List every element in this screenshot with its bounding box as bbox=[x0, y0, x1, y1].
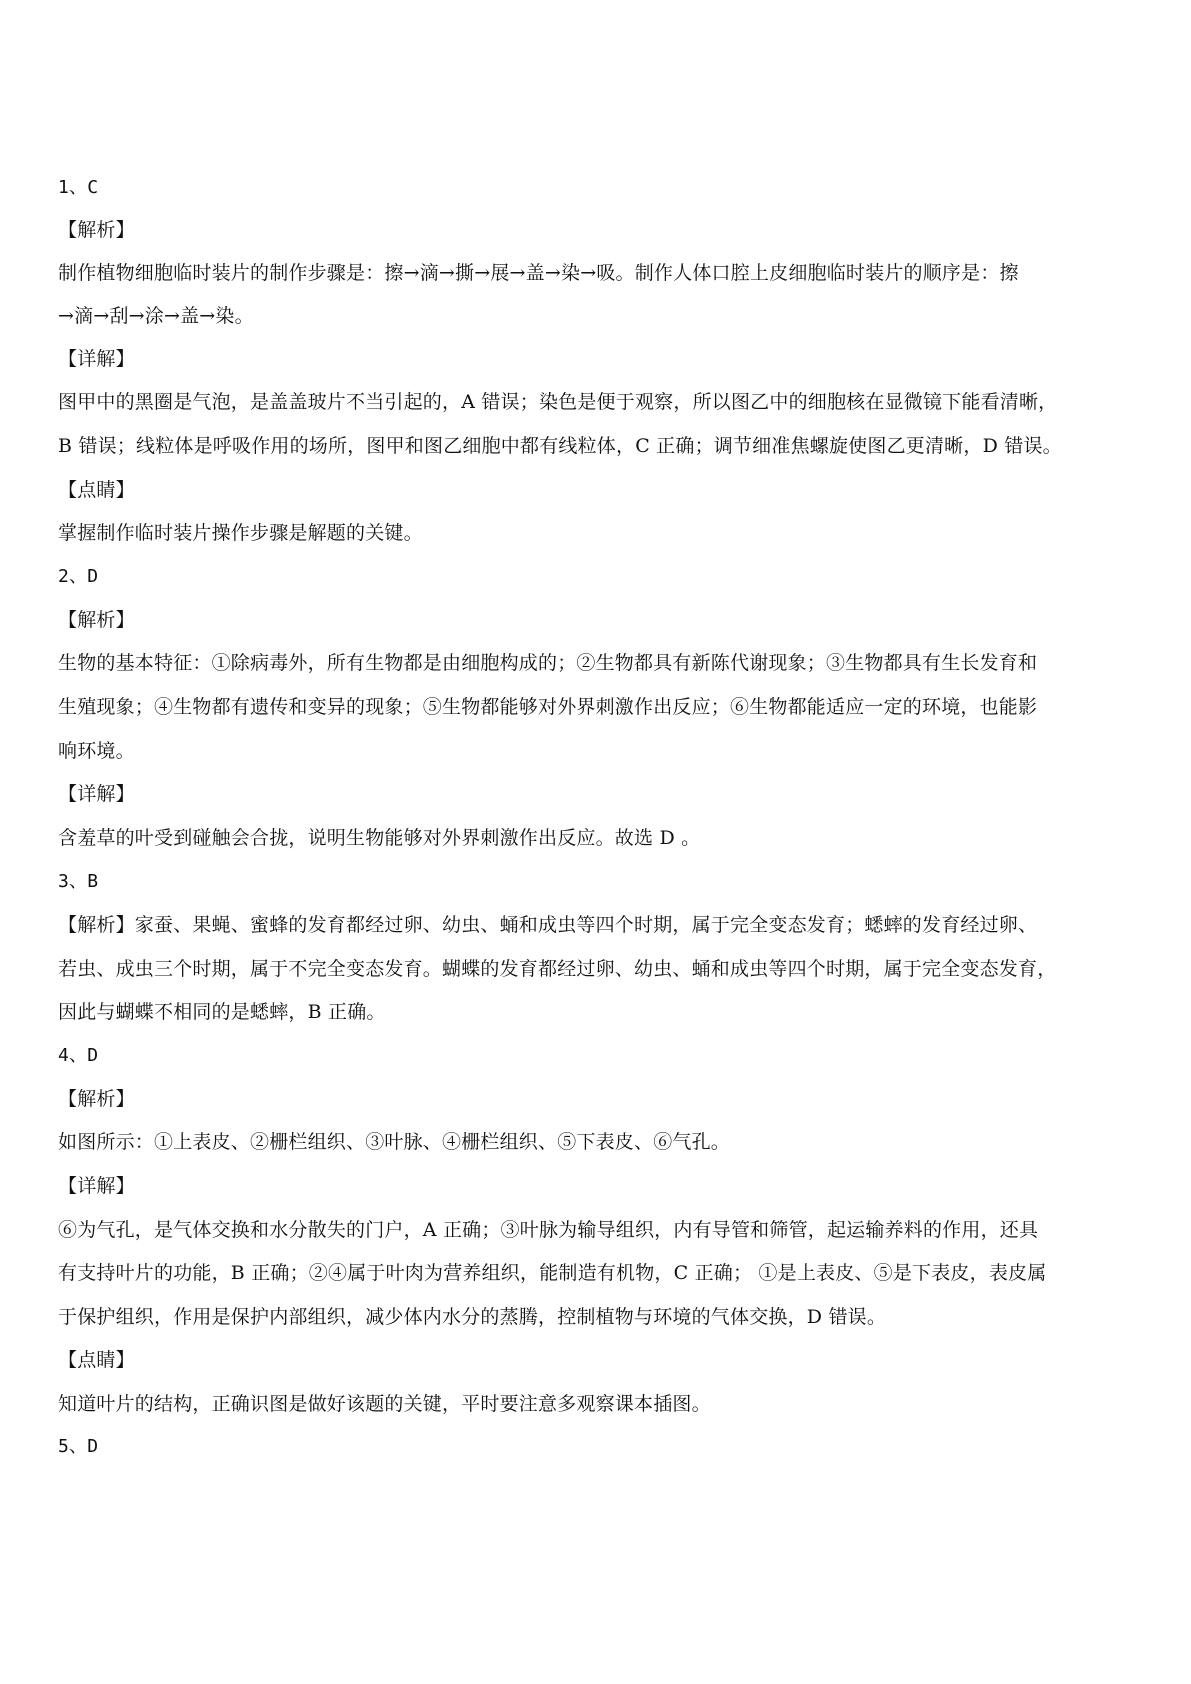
paragraph-line: 【解析】家蚕、果蝇、蜜蜂的发育都经过卵、幼虫、蛹和成虫等四个时期，属于完全变态发育；蟋蟀的发育经过卵、 bbox=[58, 914, 1038, 936]
question-number-5: 5、D bbox=[58, 1436, 99, 1457]
paragraph-line: B 错误；线粒体是呼吸作用的场所，图甲和图乙细胞中都有线粒体，C 正确；调节细准焦螺旋使图乙更清晰，D 错误。 bbox=[58, 435, 1062, 457]
paragraph-line: 有支持叶片的功能，B 正确；②④属于叶肉为营养组织，能制造有机物，C 正确； ①是上表皮、⑤是下表皮，表皮属 bbox=[58, 1262, 1047, 1284]
paragraph-line: ⑥为气孔，是气体交换和水分散失的门户，A 正确；③叶脉为输导组织，内有导管和筛管，起运输养料的作用，还具 bbox=[58, 1219, 1039, 1241]
paragraph-line: 响环境。 bbox=[58, 740, 135, 762]
paragraph-line: 生物的基本特征：①除病毒外，所有生物都是由细胞构成的；②生物都具有新陈代谢现象；③生物都具有生长发育和 bbox=[58, 652, 1038, 674]
paragraph-line: 于保护组织，作用是保护内部组织，减少体内水分的蒸腾，控制植物与环境的气体交换，D 错误。 bbox=[58, 1306, 887, 1328]
paragraph-line: 制作植物细胞临时装片的制作步骤是：擦→滴→撕→展→盖→染→吸。制作人体口腔上皮细胞临时装片的顺序是：擦 bbox=[58, 262, 1019, 284]
paragraph-line: 图甲中的黑圈是气泡，是盖盖玻片不当引起的，A 错误；染色是便于观察，所以图乙中的细胞核在显微镜下能看清晰， bbox=[58, 391, 1058, 413]
section-heading-key-point: 【点睛】 bbox=[58, 1349, 135, 1371]
section-heading-analysis: 【解析】 bbox=[58, 1088, 135, 1110]
paragraph-line: 若虫、成虫三个时期，属于不完全变态发育。蝴蝶的发育都经过卵、幼虫、蛹和成虫等四个时期，属于完全变态发育， bbox=[58, 958, 1057, 980]
question-number-3: 3、B bbox=[58, 871, 99, 892]
question-number-2: 2、D bbox=[58, 566, 99, 587]
paragraph-line: 含羞草的叶受到碰触会合拢，说明生物能够对外界刺激作出反应。故选 D 。 bbox=[58, 827, 701, 849]
section-heading-detail: 【详解】 bbox=[58, 783, 135, 805]
section-heading-analysis: 【解析】 bbox=[58, 219, 135, 241]
paragraph-line: 生殖现象；④生物都有遗传和变异的现象；⑤生物都能够对外界刺激作出反应；⑥生物都能适应一定的环境，也能影 bbox=[58, 696, 1038, 718]
question-number-1: 1、C bbox=[58, 177, 99, 198]
paragraph-line: 掌握制作临时装片操作步骤是解题的关键。 bbox=[58, 522, 423, 544]
paragraph-line: 如图所示：①上表皮、②栅栏组织、③叶脉、④栅栏组织、⑤下表皮、⑥气孔。 bbox=[58, 1131, 731, 1153]
paragraph-line: 知道叶片的结构，正确识图是做好该题的关键，平时要注意多观察课本插图。 bbox=[58, 1393, 711, 1415]
section-heading-detail: 【详解】 bbox=[58, 348, 135, 370]
section-heading-detail: 【详解】 bbox=[58, 1175, 135, 1197]
paragraph-line: →滴→刮→涂→盖→染。 bbox=[58, 305, 254, 327]
section-heading-analysis: 【解析】 bbox=[58, 609, 135, 631]
paragraph-line: 因此与蝴蝶不相同的是蟋蟀，B 正确。 bbox=[58, 1001, 386, 1023]
question-number-4: 4、D bbox=[58, 1045, 99, 1066]
section-heading-key-point: 【点睛】 bbox=[58, 479, 135, 501]
